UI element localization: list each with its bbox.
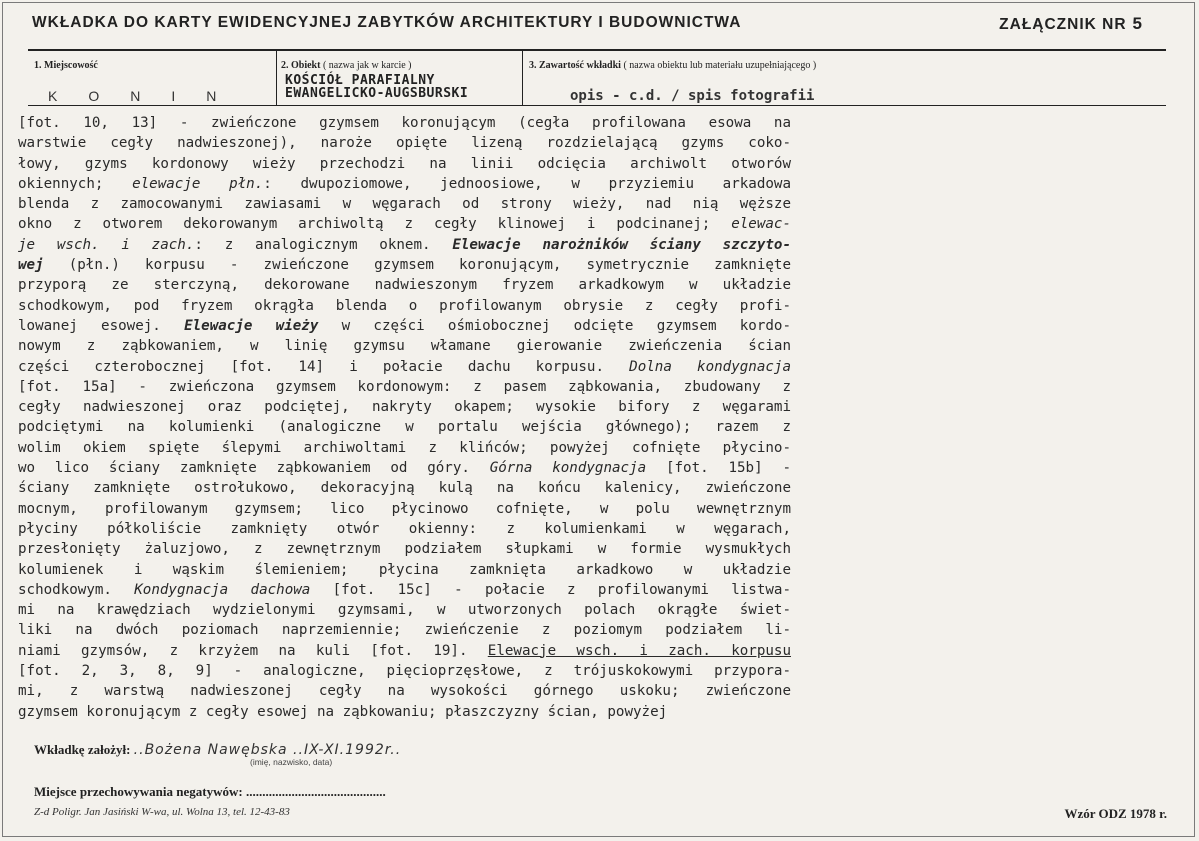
text-segment: części czterobocznej [fot. 14] i połacie dachu korpusu. (18, 358, 630, 375)
text-segment: mi na krawędziach wydzielonymi gzymsami, w utworzonych polach okrągłe świet- (18, 602, 791, 619)
text-segment: Elewacje wsch. i zach. korpusu (487, 642, 791, 659)
text-segment: blenda z zamocowanymi zawiasami w węgarach od strony wieży, nad nią węższe (18, 196, 791, 213)
text-segment: przyporą ze sterczyną, dekorowane nadwieszonym fryzem arkadkowym w układzie (18, 277, 791, 294)
object-value (285, 74, 468, 100)
text-line (18, 235, 791, 255)
column-label-place: 1. Miejscowość (34, 60, 98, 71)
column-divider-2 (522, 50, 523, 106)
text-segment: (płn.) korpusu - zwieńczone gzymsem koronującym, symetrycznie zamknięte (43, 257, 791, 274)
column-divider-1 (276, 50, 277, 106)
text-line (18, 154, 791, 174)
text-segment: gzymsem koronującym z cegły esowej na ząbkowaniu; płaszczyzny ścian, powyżej (18, 703, 668, 720)
text-line (18, 174, 791, 194)
text-line (18, 397, 791, 417)
place-value: KONIN (48, 88, 248, 104)
object-line-1: KOŚCIÓŁ PARAFIALNY (285, 73, 435, 88)
text-line (18, 296, 791, 316)
column-label-content: 3. Zawartość wkładki ( nazwa obiektu lub materiału uzupełniającego ) (529, 60, 817, 71)
text-line (18, 316, 791, 336)
negatives-dots: ........................................... (245, 784, 386, 799)
text-segment: lowanej esowej. (18, 317, 185, 334)
text-line (18, 255, 791, 275)
text-segment: kolumienek i wąskim ślemieniem; płycina zamknięta arkadkowo w układzie (18, 561, 791, 578)
author-field (34, 742, 401, 758)
text-segment: Górna kondygnacja (489, 460, 647, 477)
form-title: WKŁADKA DO KARTY EWIDENCYJNEJ ZABYTKÓW ARCHITEKTURY I BUDOWNICTWA (32, 14, 742, 31)
header-rule (28, 49, 1166, 51)
text-segment: przesłonięty żaluzjowo, z zewnętrznym podziałem słupkami w formie wysmukłych (18, 541, 791, 558)
text-segment: niami gzymsów, z krzyżem na kuli [fot. 19]. (18, 642, 488, 659)
text-line (18, 702, 791, 722)
text-segment: cegły nadwieszonej oraz podciętej, nakryty okapem; wysokie bifory z węgarami (18, 399, 791, 416)
text-segment: mocnym, profilowanym gzymsem; lico płycinowo cofnięte, w polu wewnętrznym (18, 500, 791, 517)
text-segment: schodkowym. (18, 581, 135, 598)
text-segment: wej (18, 257, 44, 274)
text-line (18, 641, 791, 661)
text-line (18, 133, 791, 153)
text-segment: warstwie cegły nadwieszonej), naroże opięte lizeną rozdzielającą gzyms coko- (18, 135, 791, 152)
text-segment: Elewacje wieży (184, 317, 319, 334)
text-segment: Kondygnacja dachowa (134, 581, 311, 598)
description-text (18, 113, 791, 722)
text-segment: [fot. 15a] - zwieńczona gzymsem kordonowym: z pasem ząbkowania, zbudowany z (18, 378, 791, 395)
text-line (18, 438, 791, 458)
negatives-label: Miejsce przechowywania negatywów: (34, 784, 243, 799)
text-segment: je wsch. i zach. (18, 236, 195, 253)
form-id: Wzór ODZ 1978 r. (1064, 806, 1167, 821)
object-line-2: EWANGELICKO-AUGSBURSKI (285, 86, 469, 101)
text-line (18, 113, 791, 133)
text-segment: łowy, gzyms kordonowy wieży przechodzi na linii odcięcia archiwolt otworów (18, 155, 791, 172)
text-line (18, 600, 791, 620)
text-line (18, 478, 791, 498)
text-segment: schodkowym, pod fryzem okrągła blenda o profilowanym obrysie z cegły profi- (18, 297, 791, 314)
text-line (18, 580, 791, 600)
table-bottom-rule (28, 105, 1166, 106)
text-segment: wolim okiem spięte ślepymi archiwoltami z klińców; powyżej cofnięte płycino- (18, 439, 791, 456)
text-segment: okiennych; (18, 175, 133, 192)
text-segment: płyciny półkoliście zamknięty otwór okienny: z kolumienkami w węgarach, (18, 520, 791, 537)
text-segment: [fot. 10, 13] - zwieńczone gzymsem koronującym (cegła profilowana esowa na (18, 115, 791, 131)
attachment-number-block (999, 14, 1143, 34)
author-note: (imię, nazwisko, data) (250, 757, 333, 767)
text-segment: Dolna kondygnacja (629, 358, 791, 375)
text-segment: elewacje płn. (132, 175, 264, 192)
text-line (18, 499, 791, 519)
text-line (18, 560, 791, 580)
attachment-number: 5 (1132, 14, 1143, 33)
text-line (18, 275, 791, 295)
text-segment: okno z otworem dekorowanym archiwoltą z cegły klinowej i podcinanej; (18, 216, 732, 233)
text-segment: w części ośmiobocznej odcięte gzymsem kordo- (318, 317, 792, 334)
text-line (18, 539, 791, 559)
text-segment: wo lico ściany zamknięte ząbkowaniem od góry. (18, 460, 490, 477)
text-segment: mi, z warstwą nadwieszonej cegły na wysokości górnego uskoku; zwieńczone (18, 683, 791, 700)
text-segment: elewac- (731, 216, 791, 233)
text-segment: liki na dwóch poziomach naprzemiennie; zwieńczenie z poziomym podziałem li- (18, 622, 791, 639)
text-segment: Elewacje narożników ściany szczyto- (452, 236, 791, 253)
text-line (18, 194, 791, 214)
text-segment: [fot. 15b] - (646, 460, 791, 477)
text-line (18, 214, 791, 234)
text-segment: [fot. 2, 3, 8, 9] - analogiczne, pięcioprzęsłowe, z trójuskokowymi przypora- (18, 663, 791, 680)
column-label-object: 2. Obiekt ( nazwa jak w karcie ) (281, 60, 412, 71)
content-value: opis - c.d. / spis fotografii (570, 88, 815, 104)
text-segment: podciętymi na kolumienki (analogiczne w portalu wejścia głównego); razem z (18, 419, 791, 436)
text-line (18, 620, 791, 640)
text-line (18, 417, 791, 437)
text-line (18, 336, 791, 356)
author-signature: ..Bożena Nawębska ..IX-XI.1992r.. (133, 742, 402, 758)
text-line (18, 377, 791, 397)
text-line (18, 458, 791, 478)
text-segment: : z analogicznym oknem. (194, 236, 453, 253)
text-segment: [fot. 15c] - połacie z profilowanymi listwa- (310, 581, 792, 598)
text-segment: : dwupoziomowe, jednoosiowe, w przyziemiu arkadowa (263, 175, 791, 192)
text-segment: ściany zamknięte ostrołukowo, dekoracyjną kulą na końcu kalenicy, zwieńczone (18, 480, 791, 497)
text-line (18, 519, 791, 539)
attachment-label: ZAŁĄCZNIK NR (999, 16, 1127, 33)
text-line (18, 681, 791, 701)
negatives-field (34, 784, 386, 800)
printer-imprint: Z-d Poligr. Jan Jasiński W-wa, ul. Wolna 13, tel. 12-43-83 (34, 806, 290, 818)
text-line (18, 357, 791, 377)
author-label: Wkładkę założył: (34, 742, 131, 757)
text-line (18, 661, 791, 681)
text-segment: nowym z ząbkowaniem, w linię gzymsu włamane gierowanie zwieńczenia ścian (18, 338, 791, 355)
